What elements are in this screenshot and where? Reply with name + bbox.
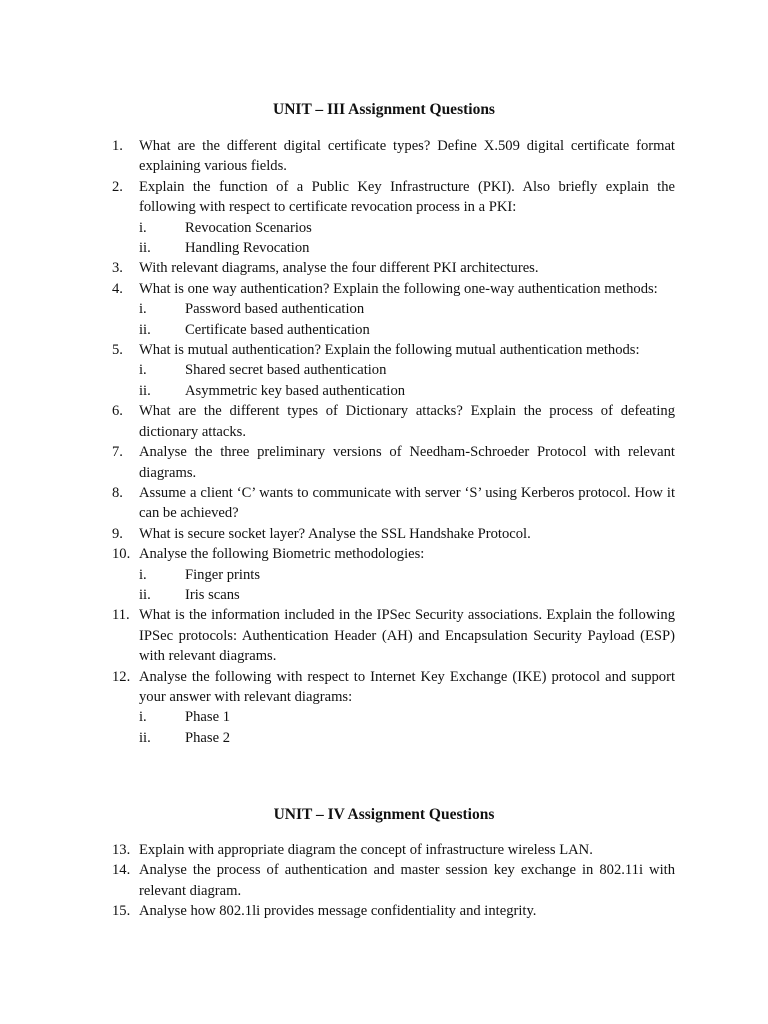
question-text: Assume a client ‘C’ wants to communicate with server ‘S’ using Kerberos protocol. How it can be achieved? <box>139 484 675 522</box>
question-number: 1. <box>112 138 123 154</box>
question-number: 9. <box>112 525 123 542</box>
question-item <box>112 401 675 442</box>
question-item <box>112 258 675 278</box>
question-item <box>112 177 675 259</box>
question-number: 11. <box>112 607 130 624</box>
question-number: 8. <box>112 484 123 501</box>
sub-question-text: Iris scans <box>185 586 240 603</box>
sub-question <box>139 565 675 585</box>
question-text: Analyse how 802.1li provides message confidentiality and integrity. <box>139 903 537 920</box>
question-number: 3. <box>112 260 123 277</box>
sub-question-number: i. <box>139 362 147 379</box>
sub-question-text: Finger prints <box>185 566 260 583</box>
question-text: Analyse the following Biometric methodologies: <box>139 546 425 563</box>
question-number: 4. <box>112 280 123 297</box>
question-number: 12. <box>112 668 131 685</box>
sub-question-number: i. <box>139 709 147 726</box>
sub-question <box>139 218 675 238</box>
question-text: Analyse the following with respect to Internet Key Exchange (IKE) protocol and support your answer with relevant diagrams: <box>139 668 675 705</box>
question-number: 13. <box>112 842 131 858</box>
sub-question-number: i. <box>139 301 147 318</box>
question-text: What is the information included in the IPSec Security associations. Explain the following IPSec protocols: Authentication Header (AH) and Encapsulation Security Payload (ESP) with relevant diagrams. <box>139 607 675 665</box>
question-text: What is secure socket layer? Analyse the SSL Handshake Protocol. <box>139 525 531 542</box>
question-number: 15. <box>112 903 131 920</box>
question-number: 2. <box>112 178 123 195</box>
question-number: 14. <box>112 862 131 879</box>
question-item <box>112 340 675 401</box>
sub-question <box>139 381 675 401</box>
question-item <box>112 605 675 666</box>
question-text: Analyse the process of authentication and master session key exchange in 802.11i with relevant diagram. <box>139 862 675 899</box>
question-number: 10. <box>112 546 131 563</box>
question-item <box>112 544 675 605</box>
sub-question <box>139 360 675 380</box>
question-text: What are the different digital certificate types? Define X.509 digital certificate format explaining various fields. <box>139 138 675 175</box>
sub-question-text: Phase 1 <box>185 709 230 726</box>
sub-question-text: Revocation Scenarios <box>185 219 312 236</box>
sub-question <box>139 707 675 727</box>
question-number: 5. <box>112 342 123 359</box>
sub-question <box>139 728 675 748</box>
sub-question-text: Asymmetric key based authentication <box>185 382 406 399</box>
sub-question-number: ii. <box>139 321 151 338</box>
unit-3-question-list <box>112 136 675 748</box>
question-item <box>112 901 675 921</box>
sub-question <box>139 585 675 605</box>
sub-question-text: Certificate based authentication <box>185 321 370 338</box>
question-text: What is mutual authentication? Explain the following mutual authentication methods: <box>139 342 640 359</box>
sub-question-number: i. <box>139 566 147 583</box>
unit-4-heading: UNIT – IV Assignment Questions <box>273 806 495 823</box>
question-text: What are the different types of Dictionary attacks? Explain the process of defeating dictionary attacks. <box>139 403 675 440</box>
sub-question-number: ii. <box>139 729 151 746</box>
sub-question <box>139 320 675 340</box>
question-text: What is one way authentication? Explain the following one-way authentication methods: <box>139 280 658 297</box>
question-item <box>112 136 675 177</box>
question-item <box>112 524 675 544</box>
sub-question-text: Handling Revocation <box>185 240 310 257</box>
sub-question-text: Phase 2 <box>185 729 230 746</box>
question-item <box>112 442 675 483</box>
sub-question-number: ii. <box>139 382 151 399</box>
question-number: 7. <box>112 444 123 461</box>
question-number: 6. <box>112 403 123 420</box>
sub-question-number: ii. <box>139 586 151 603</box>
sub-question <box>139 299 675 319</box>
sub-question-text: Password based authentication <box>185 301 365 318</box>
sub-question-text: Shared secret based authentication <box>185 362 387 379</box>
question-item <box>112 840 675 860</box>
unit-4-question-list <box>112 840 675 922</box>
question-item <box>112 860 675 901</box>
unit-3-heading: UNIT – III Assignment Questions <box>273 101 495 118</box>
question-text: Analyse the three preliminary versions of Needham-Schroeder Protocol with relevant diagrams. <box>139 444 675 481</box>
question-text: With relevant diagrams, analyse the four different PKI architectures. <box>139 260 539 277</box>
question-item <box>112 483 675 524</box>
sub-question <box>139 238 675 258</box>
question-item <box>112 667 675 749</box>
question-text: Explain the function of a Public Key Infrastructure (PKI). Also briefly explain the following with respect to certificate revocation process in a PKI: <box>139 178 675 216</box>
sub-question-number: i. <box>139 219 147 236</box>
question-text: Explain with appropriate diagram the concept of infrastructure wireless LAN. <box>139 842 593 858</box>
question-item <box>112 279 675 340</box>
sub-question-number: ii. <box>139 240 151 257</box>
